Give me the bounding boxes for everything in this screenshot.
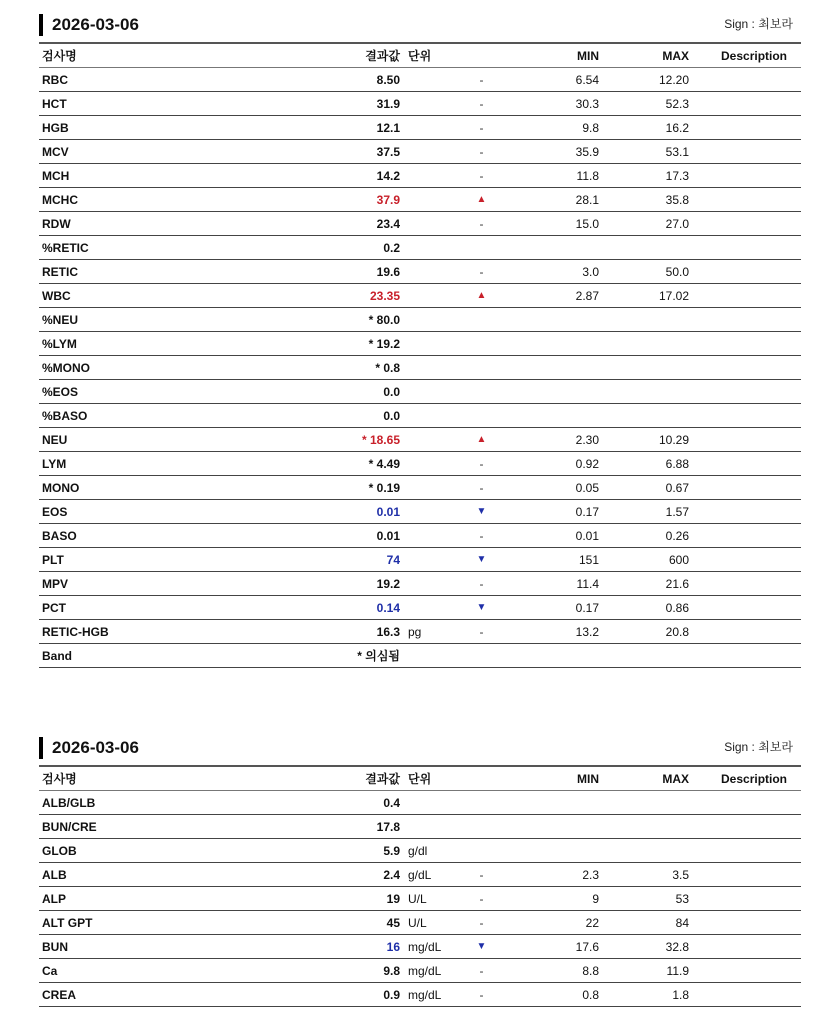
- description: [709, 428, 801, 452]
- table-row: [39, 572, 801, 596]
- max-value: 50.0: [619, 260, 709, 284]
- low-arrow-icon: ▼: [444, 596, 519, 620]
- table-row: [39, 959, 801, 983]
- description: [709, 500, 801, 524]
- unit: [404, 380, 444, 404]
- lab-section-cbc: [39, 10, 801, 668]
- test-name: MCV: [39, 140, 299, 164]
- test-name: LYM: [39, 452, 299, 476]
- table-row: [39, 887, 801, 911]
- description: [709, 284, 801, 308]
- max-value: 0.86: [619, 596, 709, 620]
- min-value: [519, 236, 619, 260]
- max-value: [619, 332, 709, 356]
- table-row: [39, 935, 801, 959]
- description: [709, 380, 801, 404]
- description: [709, 356, 801, 380]
- max-value: 1.8: [619, 983, 709, 1007]
- test-name: RDW: [39, 212, 299, 236]
- min-value: [519, 839, 619, 863]
- col-header-name: 검사명: [39, 766, 299, 791]
- description: [709, 332, 801, 356]
- unit: [404, 188, 444, 212]
- table-row: [39, 308, 801, 332]
- min-value: 8.8: [519, 959, 619, 983]
- flag-indicator: [444, 356, 519, 380]
- test-name: MPV: [39, 572, 299, 596]
- description: [709, 839, 801, 863]
- description: [709, 863, 801, 887]
- test-name: WBC: [39, 284, 299, 308]
- unit: [404, 524, 444, 548]
- unit: U/L: [404, 887, 444, 911]
- table-row: [39, 548, 801, 572]
- description: [709, 524, 801, 548]
- flag-indicator: -: [444, 164, 519, 188]
- description: [709, 548, 801, 572]
- table-row: [39, 452, 801, 476]
- col-header-max: MAX: [619, 43, 709, 68]
- test-name: %NEU: [39, 308, 299, 332]
- table-row: [39, 68, 801, 92]
- table-row: [39, 284, 801, 308]
- result-value: 37.9: [299, 188, 404, 212]
- min-value: 151: [519, 548, 619, 572]
- test-name: ALT GPT: [39, 911, 299, 935]
- test-name: Ca: [39, 959, 299, 983]
- min-value: [519, 815, 619, 839]
- unit: [404, 284, 444, 308]
- col-header-desc: Description: [709, 766, 801, 791]
- table-row: [39, 260, 801, 284]
- result-value: 0.4: [299, 791, 404, 815]
- description: [709, 911, 801, 935]
- unit: [404, 68, 444, 92]
- max-value: 20.8: [619, 620, 709, 644]
- result-value: 31.9: [299, 92, 404, 116]
- description: [709, 572, 801, 596]
- description: [709, 644, 801, 668]
- flag-indicator: -: [444, 452, 519, 476]
- max-value: 17.3: [619, 164, 709, 188]
- signature: Sign : 최보라: [724, 17, 793, 31]
- max-value: 84: [619, 911, 709, 935]
- table-row: [39, 500, 801, 524]
- high-arrow-icon: ▲: [444, 188, 519, 212]
- result-value: 19.2: [299, 572, 404, 596]
- test-name: %BASO: [39, 404, 299, 428]
- max-value: 27.0: [619, 212, 709, 236]
- min-value: 28.1: [519, 188, 619, 212]
- flag-indicator: -: [444, 260, 519, 284]
- max-value: 53.1: [619, 140, 709, 164]
- table-row: [39, 116, 801, 140]
- result-value: 45: [299, 911, 404, 935]
- flag-indicator: -: [444, 92, 519, 116]
- test-name: GLOB: [39, 839, 299, 863]
- test-name: HCT: [39, 92, 299, 116]
- min-value: 15.0: [519, 212, 619, 236]
- table-row: [39, 524, 801, 548]
- unit: [404, 428, 444, 452]
- test-name: EOS: [39, 500, 299, 524]
- result-value: 23.4: [299, 212, 404, 236]
- table-row: [39, 356, 801, 380]
- flag-indicator: -: [444, 887, 519, 911]
- result-value: 0.14: [299, 596, 404, 620]
- col-header-flag: [444, 43, 519, 68]
- flag-indicator: -: [444, 959, 519, 983]
- max-value: 0.26: [619, 524, 709, 548]
- description: [709, 140, 801, 164]
- description: [709, 188, 801, 212]
- test-name: Band: [39, 644, 299, 668]
- unit: [404, 596, 444, 620]
- max-value: [619, 308, 709, 332]
- table-row: [39, 92, 801, 116]
- test-name: RBC: [39, 68, 299, 92]
- flag-indicator: -: [444, 68, 519, 92]
- unit: [404, 332, 444, 356]
- unit: [404, 260, 444, 284]
- description: [709, 404, 801, 428]
- description: [709, 452, 801, 476]
- min-value: 0.92: [519, 452, 619, 476]
- min-value: 0.17: [519, 596, 619, 620]
- result-value: 0.01: [299, 500, 404, 524]
- flag-indicator: [444, 791, 519, 815]
- result-value: 12.1: [299, 116, 404, 140]
- flag-indicator: [444, 380, 519, 404]
- table-row: [39, 815, 801, 839]
- table-header-row: [39, 43, 801, 68]
- test-name: ALP: [39, 887, 299, 911]
- description: [709, 164, 801, 188]
- flag-indicator: -: [444, 620, 519, 644]
- description: [709, 983, 801, 1007]
- result-value: 23.35: [299, 284, 404, 308]
- test-name: MCHC: [39, 188, 299, 212]
- unit: [404, 452, 444, 476]
- result-value: 16: [299, 935, 404, 959]
- result-value: 0.0: [299, 404, 404, 428]
- max-value: [619, 839, 709, 863]
- high-arrow-icon: ▲: [444, 284, 519, 308]
- lab-section-chemistry: [39, 733, 801, 1007]
- flag-indicator: -: [444, 476, 519, 500]
- result-value: 5.9: [299, 839, 404, 863]
- table-row: [39, 236, 801, 260]
- flag-indicator: [444, 839, 519, 863]
- description: [709, 116, 801, 140]
- unit: [404, 815, 444, 839]
- unit: [404, 548, 444, 572]
- unit: [404, 212, 444, 236]
- min-value: 0.05: [519, 476, 619, 500]
- min-value: [519, 404, 619, 428]
- result-value: 8.50: [299, 68, 404, 92]
- result-value: 16.3: [299, 620, 404, 644]
- min-value: 11.4: [519, 572, 619, 596]
- unit: [404, 791, 444, 815]
- unit: [404, 572, 444, 596]
- description: [709, 236, 801, 260]
- max-value: 600: [619, 548, 709, 572]
- flag-indicator: -: [444, 524, 519, 548]
- table-header-row: [39, 766, 801, 791]
- table-row: [39, 791, 801, 815]
- unit: [404, 236, 444, 260]
- test-name: PLT: [39, 548, 299, 572]
- test-name: BUN: [39, 935, 299, 959]
- max-value: [619, 236, 709, 260]
- min-value: 30.3: [519, 92, 619, 116]
- max-value: 11.9: [619, 959, 709, 983]
- test-name: MCH: [39, 164, 299, 188]
- result-value: * 19.2: [299, 332, 404, 356]
- flag-indicator: -: [444, 140, 519, 164]
- unit: [404, 500, 444, 524]
- min-value: 0.01: [519, 524, 619, 548]
- unit: [404, 92, 444, 116]
- min-value: 2.30: [519, 428, 619, 452]
- unit: g/dl: [404, 839, 444, 863]
- test-name: PCT: [39, 596, 299, 620]
- result-value: 9.8: [299, 959, 404, 983]
- flag-indicator: [444, 332, 519, 356]
- min-value: [519, 380, 619, 404]
- test-name: NEU: [39, 428, 299, 452]
- unit: [404, 164, 444, 188]
- result-value: 0.2: [299, 236, 404, 260]
- col-header-min: MIN: [519, 766, 619, 791]
- table-row: [39, 644, 801, 668]
- unit: [404, 476, 444, 500]
- result-value: * 80.0: [299, 308, 404, 332]
- flag-indicator: [444, 815, 519, 839]
- result-value: 0.9: [299, 983, 404, 1007]
- unit: [404, 644, 444, 668]
- max-value: 53: [619, 887, 709, 911]
- min-value: 13.2: [519, 620, 619, 644]
- section-date: 2026-03-06: [39, 14, 139, 36]
- test-name: %RETIC: [39, 236, 299, 260]
- flag-indicator: [444, 236, 519, 260]
- section-header: [39, 10, 801, 42]
- min-value: 2.87: [519, 284, 619, 308]
- flag-indicator: -: [444, 572, 519, 596]
- col-header-unit: 단위: [404, 766, 444, 791]
- description: [709, 935, 801, 959]
- table-row: [39, 863, 801, 887]
- test-name: %MONO: [39, 356, 299, 380]
- max-value: [619, 815, 709, 839]
- test-name: HGB: [39, 116, 299, 140]
- flag-indicator: -: [444, 983, 519, 1007]
- max-value: 12.20: [619, 68, 709, 92]
- min-value: 0.8: [519, 983, 619, 1007]
- table-row: [39, 983, 801, 1007]
- table-row: [39, 212, 801, 236]
- test-name: RETIC-HGB: [39, 620, 299, 644]
- result-value: * 의심됨: [299, 644, 404, 668]
- unit: pg: [404, 620, 444, 644]
- max-value: 32.8: [619, 935, 709, 959]
- unit: [404, 308, 444, 332]
- table-row: [39, 140, 801, 164]
- min-value: 17.6: [519, 935, 619, 959]
- max-value: 16.2: [619, 116, 709, 140]
- table-row: [39, 188, 801, 212]
- description: [709, 815, 801, 839]
- table-row: [39, 620, 801, 644]
- results-table: [39, 765, 801, 1007]
- col-header-min: MIN: [519, 43, 619, 68]
- signature: Sign : 최보라: [724, 740, 793, 754]
- results-table: [39, 42, 801, 668]
- description: [709, 212, 801, 236]
- max-value: [619, 791, 709, 815]
- col-header-flag: [444, 766, 519, 791]
- description: [709, 791, 801, 815]
- result-value: * 0.19: [299, 476, 404, 500]
- table-row: [39, 404, 801, 428]
- table-row: [39, 839, 801, 863]
- table-row: [39, 332, 801, 356]
- result-value: 2.4: [299, 863, 404, 887]
- low-arrow-icon: ▼: [444, 935, 519, 959]
- max-value: 1.57: [619, 500, 709, 524]
- low-arrow-icon: ▼: [444, 548, 519, 572]
- result-value: * 0.8: [299, 356, 404, 380]
- max-value: 52.3: [619, 92, 709, 116]
- section-date: 2026-03-06: [39, 737, 139, 759]
- description: [709, 476, 801, 500]
- result-value: 14.2: [299, 164, 404, 188]
- result-value: 74: [299, 548, 404, 572]
- description: [709, 620, 801, 644]
- result-value: * 18.65: [299, 428, 404, 452]
- col-header-result: 결과값: [299, 43, 404, 68]
- min-value: [519, 644, 619, 668]
- table-row: [39, 596, 801, 620]
- unit: U/L: [404, 911, 444, 935]
- unit: mg/dL: [404, 983, 444, 1007]
- col-header-result: 결과값: [299, 766, 404, 791]
- test-name: RETIC: [39, 260, 299, 284]
- description: [709, 596, 801, 620]
- min-value: [519, 332, 619, 356]
- max-value: 6.88: [619, 452, 709, 476]
- table-row: [39, 911, 801, 935]
- result-value: 17.8: [299, 815, 404, 839]
- col-header-unit: 단위: [404, 43, 444, 68]
- high-arrow-icon: ▲: [444, 428, 519, 452]
- description: [709, 68, 801, 92]
- unit: [404, 116, 444, 140]
- min-value: 2.3: [519, 863, 619, 887]
- unit: mg/dL: [404, 935, 444, 959]
- result-value: * 4.49: [299, 452, 404, 476]
- test-name: %LYM: [39, 332, 299, 356]
- test-name: BUN/CRE: [39, 815, 299, 839]
- test-name: ALB: [39, 863, 299, 887]
- min-value: [519, 308, 619, 332]
- max-value: 17.02: [619, 284, 709, 308]
- result-value: 0.0: [299, 380, 404, 404]
- min-value: [519, 356, 619, 380]
- max-value: [619, 644, 709, 668]
- unit: mg/dL: [404, 959, 444, 983]
- description: [709, 959, 801, 983]
- description: [709, 887, 801, 911]
- result-value: 0.01: [299, 524, 404, 548]
- unit: [404, 140, 444, 164]
- min-value: [519, 791, 619, 815]
- result-value: 37.5: [299, 140, 404, 164]
- test-name: %EOS: [39, 380, 299, 404]
- min-value: 9.8: [519, 116, 619, 140]
- min-value: 11.8: [519, 164, 619, 188]
- col-header-max: MAX: [619, 766, 709, 791]
- result-value: 19: [299, 887, 404, 911]
- flag-indicator: -: [444, 212, 519, 236]
- table-row: [39, 476, 801, 500]
- max-value: 3.5: [619, 863, 709, 887]
- test-name: MONO: [39, 476, 299, 500]
- flag-indicator: -: [444, 911, 519, 935]
- max-value: 35.8: [619, 188, 709, 212]
- max-value: [619, 404, 709, 428]
- table-row: [39, 380, 801, 404]
- max-value: 10.29: [619, 428, 709, 452]
- table-row: [39, 164, 801, 188]
- description: [709, 92, 801, 116]
- col-header-name: 검사명: [39, 43, 299, 68]
- result-value: 19.6: [299, 260, 404, 284]
- max-value: 0.67: [619, 476, 709, 500]
- min-value: 22: [519, 911, 619, 935]
- test-name: ALB/GLB: [39, 791, 299, 815]
- min-value: 6.54: [519, 68, 619, 92]
- flag-indicator: -: [444, 116, 519, 140]
- low-arrow-icon: ▼: [444, 500, 519, 524]
- table-row: [39, 428, 801, 452]
- flag-indicator: [444, 644, 519, 668]
- unit: [404, 356, 444, 380]
- max-value: [619, 380, 709, 404]
- min-value: 0.17: [519, 500, 619, 524]
- min-value: 3.0: [519, 260, 619, 284]
- col-header-desc: Description: [709, 43, 801, 68]
- max-value: [619, 356, 709, 380]
- flag-indicator: [444, 308, 519, 332]
- test-name: CREA: [39, 983, 299, 1007]
- section-header: [39, 733, 801, 765]
- min-value: 35.9: [519, 140, 619, 164]
- max-value: 21.6: [619, 572, 709, 596]
- flag-indicator: -: [444, 863, 519, 887]
- test-name: BASO: [39, 524, 299, 548]
- description: [709, 308, 801, 332]
- unit: g/dL: [404, 863, 444, 887]
- description: [709, 260, 801, 284]
- min-value: 9: [519, 887, 619, 911]
- unit: [404, 404, 444, 428]
- flag-indicator: [444, 404, 519, 428]
